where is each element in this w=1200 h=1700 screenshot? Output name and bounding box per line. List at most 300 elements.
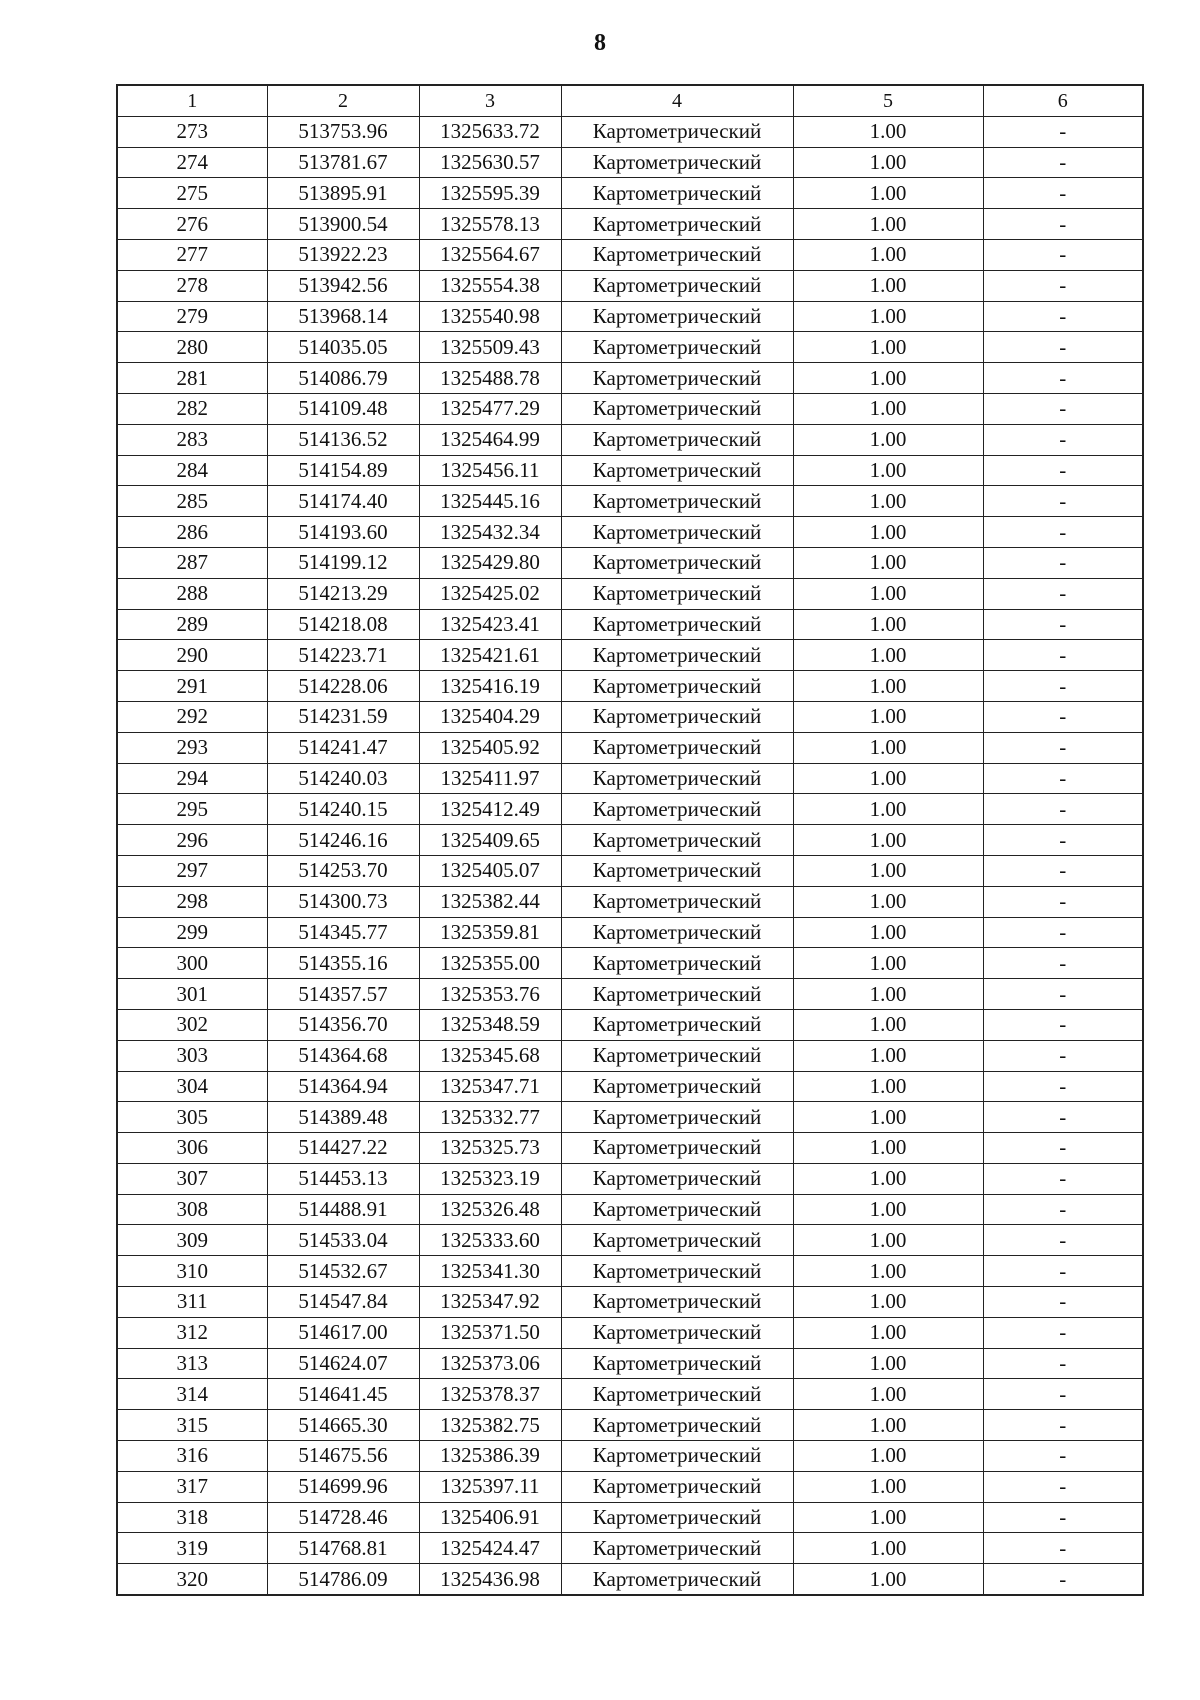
y-coordinate-cell: 1325416.19 — [419, 671, 561, 702]
point-number-cell: 278 — [117, 270, 267, 301]
x-coordinate-cell: 514253.70 — [267, 855, 419, 886]
y-coordinate-cell: 1325509.43 — [419, 332, 561, 363]
method-cell: Картометрический — [561, 1317, 793, 1348]
table-row — [117, 1133, 1143, 1164]
accuracy-cell: 1.00 — [793, 1287, 983, 1318]
accuracy-cell: 1.00 — [793, 1194, 983, 1225]
description-cell: - — [983, 886, 1143, 917]
table-row — [117, 763, 1143, 794]
y-coordinate-cell: 1325382.75 — [419, 1410, 561, 1441]
point-number-cell: 316 — [117, 1441, 267, 1472]
x-coordinate-cell: 514357.57 — [267, 979, 419, 1010]
table-row — [117, 640, 1143, 671]
description-cell: - — [983, 701, 1143, 732]
description-cell: - — [983, 270, 1143, 301]
accuracy-cell: 1.00 — [793, 1225, 983, 1256]
point-number-cell: 307 — [117, 1163, 267, 1194]
table-row — [117, 917, 1143, 948]
x-coordinate-cell: 514218.08 — [267, 609, 419, 640]
y-coordinate-cell: 1325432.34 — [419, 517, 561, 548]
description-cell: - — [983, 1102, 1143, 1133]
method-cell: Картометрический — [561, 393, 793, 424]
table-row — [117, 239, 1143, 270]
point-number-cell: 317 — [117, 1471, 267, 1502]
x-coordinate-cell: 514154.89 — [267, 455, 419, 486]
method-cell: Картометрический — [561, 178, 793, 209]
description-cell: - — [983, 1533, 1143, 1564]
method-cell: Картометрический — [561, 1163, 793, 1194]
table-row — [117, 701, 1143, 732]
table-row — [117, 794, 1143, 825]
point-number-cell: 291 — [117, 671, 267, 702]
accuracy-cell: 1.00 — [793, 1533, 983, 1564]
point-number-cell: 295 — [117, 794, 267, 825]
x-coordinate-cell: 514109.48 — [267, 393, 419, 424]
point-number-cell: 276 — [117, 209, 267, 240]
point-number-cell: 304 — [117, 1071, 267, 1102]
description-cell: - — [983, 825, 1143, 856]
y-coordinate-cell: 1325421.61 — [419, 640, 561, 671]
accuracy-cell: 1.00 — [793, 979, 983, 1010]
description-cell: - — [983, 116, 1143, 147]
point-number-cell: 273 — [117, 116, 267, 147]
point-number-cell: 318 — [117, 1502, 267, 1533]
method-cell: Картометрический — [561, 1379, 793, 1410]
y-coordinate-cell: 1325423.41 — [419, 609, 561, 640]
x-coordinate-cell: 514786.09 — [267, 1564, 419, 1595]
x-coordinate-cell: 514617.00 — [267, 1317, 419, 1348]
x-coordinate-cell: 514728.46 — [267, 1502, 419, 1533]
y-coordinate-cell: 1325382.44 — [419, 886, 561, 917]
description-cell: - — [983, 1071, 1143, 1102]
method-cell: Картометрический — [561, 455, 793, 486]
table-row — [117, 609, 1143, 640]
point-number-cell: 301 — [117, 979, 267, 1010]
header-cell: 1 — [117, 85, 267, 116]
accuracy-cell: 1.00 — [793, 239, 983, 270]
point-number-cell: 281 — [117, 363, 267, 394]
accuracy-cell: 1.00 — [793, 671, 983, 702]
point-number-cell: 286 — [117, 517, 267, 548]
method-cell: Картометрический — [561, 1009, 793, 1040]
y-coordinate-cell: 1325325.73 — [419, 1133, 561, 1164]
x-coordinate-cell: 514641.45 — [267, 1379, 419, 1410]
table-row — [117, 486, 1143, 517]
method-cell: Картометрический — [561, 1040, 793, 1071]
description-cell: - — [983, 547, 1143, 578]
table-row — [117, 178, 1143, 209]
accuracy-cell: 1.00 — [793, 1317, 983, 1348]
point-number-cell: 282 — [117, 393, 267, 424]
x-coordinate-cell: 514488.91 — [267, 1194, 419, 1225]
description-cell: - — [983, 178, 1143, 209]
description-cell: - — [983, 1441, 1143, 1472]
point-number-cell: 293 — [117, 732, 267, 763]
x-coordinate-cell: 514345.77 — [267, 917, 419, 948]
table-row — [117, 209, 1143, 240]
method-cell: Картометрический — [561, 671, 793, 702]
table-row — [117, 1379, 1143, 1410]
description-cell: - — [983, 1348, 1143, 1379]
method-cell: Картометрический — [561, 1502, 793, 1533]
x-coordinate-cell: 514035.05 — [267, 332, 419, 363]
point-number-cell: 302 — [117, 1009, 267, 1040]
accuracy-cell: 1.00 — [793, 147, 983, 178]
header-cell: 4 — [561, 85, 793, 116]
method-cell: Картометрический — [561, 855, 793, 886]
y-coordinate-cell: 1325326.48 — [419, 1194, 561, 1225]
method-cell: Картометрический — [561, 239, 793, 270]
table-row — [117, 979, 1143, 1010]
y-coordinate-cell: 1325464.99 — [419, 424, 561, 455]
description-cell: - — [983, 1471, 1143, 1502]
point-number-cell: 285 — [117, 486, 267, 517]
point-number-cell: 277 — [117, 239, 267, 270]
page-number: 8 — [594, 30, 606, 56]
method-cell: Картометрический — [561, 917, 793, 948]
table-row — [117, 1071, 1143, 1102]
x-coordinate-cell: 514355.16 — [267, 948, 419, 979]
method-cell: Картометрический — [561, 363, 793, 394]
method-cell: Картометрический — [561, 1348, 793, 1379]
description-cell: - — [983, 1410, 1143, 1441]
table-row — [117, 1502, 1143, 1533]
point-number-cell: 284 — [117, 455, 267, 486]
x-coordinate-cell: 514364.94 — [267, 1071, 419, 1102]
y-coordinate-cell: 1325409.65 — [419, 825, 561, 856]
accuracy-cell: 1.00 — [793, 1410, 983, 1441]
description-cell: - — [983, 979, 1143, 1010]
y-coordinate-cell: 1325386.39 — [419, 1441, 561, 1472]
description-cell: - — [983, 732, 1143, 763]
accuracy-cell: 1.00 — [793, 486, 983, 517]
description-cell: - — [983, 363, 1143, 394]
y-coordinate-cell: 1325373.06 — [419, 1348, 561, 1379]
accuracy-cell: 1.00 — [793, 1009, 983, 1040]
accuracy-cell: 1.00 — [793, 363, 983, 394]
x-coordinate-cell: 514665.30 — [267, 1410, 419, 1441]
y-coordinate-cell: 1325359.81 — [419, 917, 561, 948]
x-coordinate-cell: 514199.12 — [267, 547, 419, 578]
x-coordinate-cell: 514427.22 — [267, 1133, 419, 1164]
y-coordinate-cell: 1325445.16 — [419, 486, 561, 517]
x-coordinate-cell: 513753.96 — [267, 116, 419, 147]
y-coordinate-cell: 1325564.67 — [419, 239, 561, 270]
method-cell: Картометрический — [561, 609, 793, 640]
description-cell: - — [983, 948, 1143, 979]
point-number-cell: 298 — [117, 886, 267, 917]
table-row — [117, 1102, 1143, 1133]
y-coordinate-cell: 1325347.71 — [419, 1071, 561, 1102]
x-coordinate-cell: 514532.67 — [267, 1256, 419, 1287]
table-body — [117, 116, 1143, 1595]
y-coordinate-cell: 1325332.77 — [419, 1102, 561, 1133]
table-row — [117, 393, 1143, 424]
description-cell: - — [983, 332, 1143, 363]
point-number-cell: 310 — [117, 1256, 267, 1287]
accuracy-cell: 1.00 — [793, 547, 983, 578]
table-row — [117, 1410, 1143, 1441]
y-coordinate-cell: 1325333.60 — [419, 1225, 561, 1256]
accuracy-cell: 1.00 — [793, 948, 983, 979]
method-cell: Картометрический — [561, 1071, 793, 1102]
description-cell: - — [983, 424, 1143, 455]
table-row — [117, 455, 1143, 486]
description-cell: - — [983, 1040, 1143, 1071]
x-coordinate-cell: 514241.47 — [267, 732, 419, 763]
y-coordinate-cell: 1325405.92 — [419, 732, 561, 763]
header-cell: 5 — [793, 85, 983, 116]
header-cell: 3 — [419, 85, 561, 116]
point-number-cell: 297 — [117, 855, 267, 886]
point-number-cell: 288 — [117, 578, 267, 609]
description-cell: - — [983, 671, 1143, 702]
description-cell: - — [983, 517, 1143, 548]
accuracy-cell: 1.00 — [793, 178, 983, 209]
y-coordinate-cell: 1325488.78 — [419, 363, 561, 394]
method-cell: Картометрический — [561, 270, 793, 301]
x-coordinate-cell: 514213.29 — [267, 578, 419, 609]
table-row — [117, 1441, 1143, 1472]
method-cell: Картометрический — [561, 547, 793, 578]
description-cell: - — [983, 239, 1143, 270]
x-coordinate-cell: 514675.56 — [267, 1441, 419, 1472]
description-cell: - — [983, 917, 1143, 948]
x-coordinate-cell: 514364.68 — [267, 1040, 419, 1071]
method-cell: Картометрический — [561, 948, 793, 979]
x-coordinate-cell: 514193.60 — [267, 517, 419, 548]
description-cell: - — [983, 1379, 1143, 1410]
accuracy-cell: 1.00 — [793, 825, 983, 856]
point-number-cell: 299 — [117, 917, 267, 948]
method-cell: Картометрический — [561, 1102, 793, 1133]
method-cell: Картометрический — [561, 640, 793, 671]
method-cell: Картометрический — [561, 763, 793, 794]
method-cell: Картометрический — [561, 147, 793, 178]
y-coordinate-cell: 1325456.11 — [419, 455, 561, 486]
point-number-cell: 287 — [117, 547, 267, 578]
x-coordinate-cell: 513968.14 — [267, 301, 419, 332]
table-row — [117, 1256, 1143, 1287]
point-number-cell: 300 — [117, 948, 267, 979]
table-row — [117, 855, 1143, 886]
description-cell: - — [983, 486, 1143, 517]
x-coordinate-cell: 514174.40 — [267, 486, 419, 517]
point-number-cell: 280 — [117, 332, 267, 363]
table-row — [117, 1348, 1143, 1379]
table-row — [117, 578, 1143, 609]
accuracy-cell: 1.00 — [793, 209, 983, 240]
accuracy-cell: 1.00 — [793, 517, 983, 548]
description-cell: - — [983, 147, 1143, 178]
y-coordinate-cell: 1325412.49 — [419, 794, 561, 825]
x-coordinate-cell: 514231.59 — [267, 701, 419, 732]
description-cell: - — [983, 455, 1143, 486]
table-row — [117, 671, 1143, 702]
point-number-cell: 290 — [117, 640, 267, 671]
description-cell: - — [983, 393, 1143, 424]
table-row — [117, 1163, 1143, 1194]
y-coordinate-cell: 1325378.37 — [419, 1379, 561, 1410]
x-coordinate-cell: 514240.03 — [267, 763, 419, 794]
description-cell: - — [983, 1564, 1143, 1595]
method-cell: Картометрический — [561, 209, 793, 240]
point-number-cell: 294 — [117, 763, 267, 794]
description-cell: - — [983, 794, 1143, 825]
accuracy-cell: 1.00 — [793, 1502, 983, 1533]
accuracy-cell: 1.00 — [793, 609, 983, 640]
table-row — [117, 1040, 1143, 1071]
y-coordinate-cell: 1325347.92 — [419, 1287, 561, 1318]
y-coordinate-cell: 1325405.07 — [419, 855, 561, 886]
y-coordinate-cell: 1325630.57 — [419, 147, 561, 178]
accuracy-cell: 1.00 — [793, 701, 983, 732]
table-row — [117, 1287, 1143, 1318]
accuracy-cell: 1.00 — [793, 578, 983, 609]
point-number-cell: 312 — [117, 1317, 267, 1348]
table-row — [117, 363, 1143, 394]
x-coordinate-cell: 513900.54 — [267, 209, 419, 240]
method-cell: Картометрический — [561, 1410, 793, 1441]
description-cell: - — [983, 763, 1143, 794]
method-cell: Картометрический — [561, 825, 793, 856]
x-coordinate-cell: 513922.23 — [267, 239, 419, 270]
y-coordinate-cell: 1325436.98 — [419, 1564, 561, 1595]
method-cell: Картометрический — [561, 1133, 793, 1164]
table-row — [117, 301, 1143, 332]
accuracy-cell: 1.00 — [793, 332, 983, 363]
x-coordinate-cell: 514768.81 — [267, 1533, 419, 1564]
table-row — [117, 886, 1143, 917]
y-coordinate-cell: 1325406.91 — [419, 1502, 561, 1533]
y-coordinate-cell: 1325595.39 — [419, 178, 561, 209]
table-row — [117, 270, 1143, 301]
description-cell: - — [983, 1133, 1143, 1164]
table-row — [117, 547, 1143, 578]
x-coordinate-cell: 514246.16 — [267, 825, 419, 856]
y-coordinate-cell: 1325404.29 — [419, 701, 561, 732]
y-coordinate-cell: 1325353.76 — [419, 979, 561, 1010]
accuracy-cell: 1.00 — [793, 116, 983, 147]
point-number-cell: 320 — [117, 1564, 267, 1595]
method-cell: Картометрический — [561, 1564, 793, 1595]
y-coordinate-cell: 1325578.13 — [419, 209, 561, 240]
method-cell: Картометрический — [561, 1225, 793, 1256]
table-row — [117, 948, 1143, 979]
table-row — [117, 1564, 1143, 1595]
description-cell: - — [983, 1009, 1143, 1040]
x-coordinate-cell: 514389.48 — [267, 1102, 419, 1133]
accuracy-cell: 1.00 — [793, 1441, 983, 1472]
table-row — [117, 1009, 1143, 1040]
x-coordinate-cell: 514453.13 — [267, 1163, 419, 1194]
x-coordinate-cell: 514086.79 — [267, 363, 419, 394]
accuracy-cell: 1.00 — [793, 1071, 983, 1102]
point-number-cell: 306 — [117, 1133, 267, 1164]
accuracy-cell: 1.00 — [793, 393, 983, 424]
y-coordinate-cell: 1325554.38 — [419, 270, 561, 301]
table-row — [117, 116, 1143, 147]
accuracy-cell: 1.00 — [793, 794, 983, 825]
table-row — [117, 332, 1143, 363]
method-cell: Картометрический — [561, 424, 793, 455]
table-row — [117, 1317, 1143, 1348]
point-number-cell: 311 — [117, 1287, 267, 1318]
y-coordinate-cell: 1325540.98 — [419, 301, 561, 332]
accuracy-cell: 1.00 — [793, 763, 983, 794]
y-coordinate-cell: 1325323.19 — [419, 1163, 561, 1194]
accuracy-cell: 1.00 — [793, 1040, 983, 1071]
y-coordinate-cell: 1325425.02 — [419, 578, 561, 609]
point-number-cell: 303 — [117, 1040, 267, 1071]
x-coordinate-cell: 513895.91 — [267, 178, 419, 209]
description-cell: - — [983, 1194, 1143, 1225]
accuracy-cell: 1.00 — [793, 1471, 983, 1502]
point-number-cell: 308 — [117, 1194, 267, 1225]
header-row — [117, 85, 1143, 116]
y-coordinate-cell: 1325633.72 — [419, 116, 561, 147]
method-cell: Картометрический — [561, 578, 793, 609]
table-row — [117, 1194, 1143, 1225]
accuracy-cell: 1.00 — [793, 301, 983, 332]
point-number-cell: 275 — [117, 178, 267, 209]
point-number-cell: 314 — [117, 1379, 267, 1410]
method-cell: Картометрический — [561, 486, 793, 517]
description-cell: - — [983, 1225, 1143, 1256]
accuracy-cell: 1.00 — [793, 424, 983, 455]
x-coordinate-cell: 513942.56 — [267, 270, 419, 301]
accuracy-cell: 1.00 — [793, 917, 983, 948]
accuracy-cell: 1.00 — [793, 1348, 983, 1379]
description-cell: - — [983, 609, 1143, 640]
method-cell: Картометрический — [561, 979, 793, 1010]
x-coordinate-cell: 514547.84 — [267, 1287, 419, 1318]
point-number-cell: 313 — [117, 1348, 267, 1379]
table-row — [117, 1533, 1143, 1564]
y-coordinate-cell: 1325397.11 — [419, 1471, 561, 1502]
table-row — [117, 732, 1143, 763]
description-cell: - — [983, 1287, 1143, 1318]
table-row — [117, 517, 1143, 548]
description-cell: - — [983, 1163, 1143, 1194]
point-number-cell: 292 — [117, 701, 267, 732]
point-number-cell: 296 — [117, 825, 267, 856]
table-row — [117, 825, 1143, 856]
y-coordinate-cell: 1325477.29 — [419, 393, 561, 424]
x-coordinate-cell: 514240.15 — [267, 794, 419, 825]
table-row — [117, 147, 1143, 178]
method-cell: Картометрический — [561, 517, 793, 548]
table-row — [117, 424, 1143, 455]
method-cell: Картометрический — [561, 1256, 793, 1287]
method-cell: Картометрический — [561, 1533, 793, 1564]
description-cell: - — [983, 578, 1143, 609]
y-coordinate-cell: 1325341.30 — [419, 1256, 561, 1287]
coordinates-table — [116, 84, 1144, 1596]
description-cell: - — [983, 1317, 1143, 1348]
description-cell: - — [983, 1256, 1143, 1287]
accuracy-cell: 1.00 — [793, 886, 983, 917]
x-coordinate-cell: 514356.70 — [267, 1009, 419, 1040]
accuracy-cell: 1.00 — [793, 455, 983, 486]
accuracy-cell: 1.00 — [793, 640, 983, 671]
x-coordinate-cell: 514624.07 — [267, 1348, 419, 1379]
point-number-cell: 283 — [117, 424, 267, 455]
accuracy-cell: 1.00 — [793, 1564, 983, 1595]
description-cell: - — [983, 640, 1143, 671]
point-number-cell: 289 — [117, 609, 267, 640]
point-number-cell: 305 — [117, 1102, 267, 1133]
